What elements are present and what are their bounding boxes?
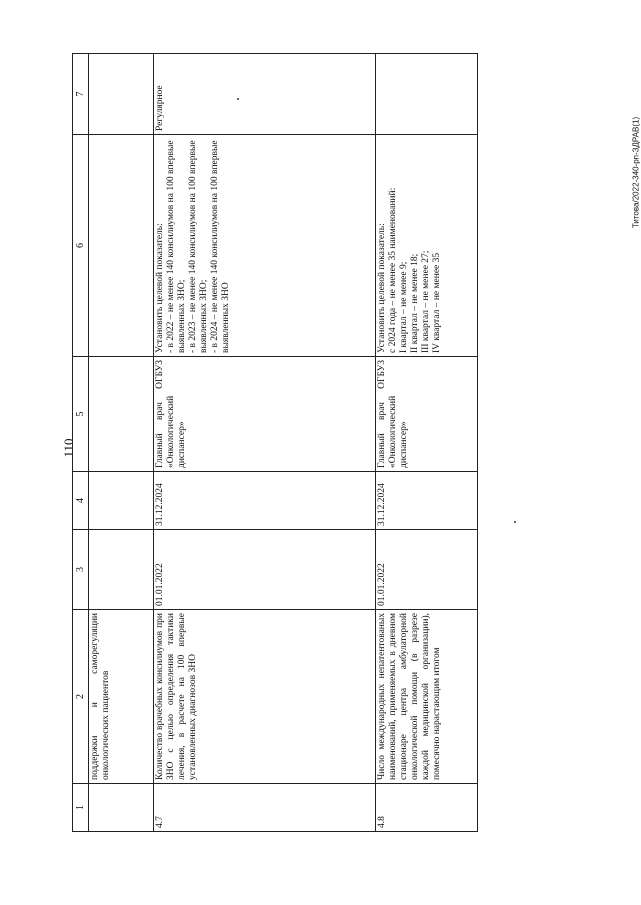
indicator-line: II квартал – не менее 18; — [410, 253, 421, 353]
rotated-table-container — [72, 54, 478, 832]
measure-name: Число международных непатентованых наименований, применяемых в дневном стационаре центра амбулаторной онкологической помощи (в разрезе каждой медицинской организации), помесячно нарастающим итогом — [376, 610, 478, 784]
column-header: 5 — [73, 357, 89, 472]
indicator-line: с 2024 года – не менее 35 наименований: — [388, 187, 399, 353]
start-date — [89, 530, 154, 610]
document-id: Титова/2022-340-рп-ЗДРАВ(1) — [631, 116, 641, 229]
indicator — [376, 135, 478, 357]
indicator-line: IV квартал – не менее 35 — [432, 252, 443, 353]
row-number: 4.8 — [376, 784, 478, 832]
measures-table — [72, 53, 478, 832]
table-row — [376, 54, 478, 832]
responsible — [89, 357, 154, 472]
periodicity: Регулярное — [154, 54, 376, 135]
indicator — [89, 135, 154, 357]
column-header: 4 — [73, 472, 89, 530]
measure-name: Количество врачебных консилиумов при ЗНО с целью определения тактики лечения, в расчете на 100 впервые установленных диагнозов ЗНО — [154, 610, 376, 784]
indicator-line: III квартал – не менее 27; — [421, 250, 432, 353]
indicator-line: - в 2022 – не менее 140 консилиумов на 100 впервые выявленных ЗНО; — [166, 140, 188, 353]
periodicity — [376, 54, 478, 135]
column-header: 2 — [73, 610, 89, 784]
responsible: Главный врач ОГБУЗ «Онкологический диспансер» — [154, 357, 376, 472]
responsible: Главный врач ОГБУЗ «Онкологический диспансер» — [376, 357, 478, 472]
scan-speck — [514, 521, 516, 523]
indicator-line: - в 2024 – не менее 140 консилиумов на 100 впервые выявленных ЗНО — [210, 140, 232, 353]
start-date: 01.01.2022 — [376, 530, 478, 610]
start-date: 01.01.2022 — [154, 530, 376, 610]
indicator-line: Установить целевой показатель: — [155, 223, 166, 353]
header-row — [73, 54, 89, 832]
end-date: 31.12.2024 — [376, 472, 478, 530]
table-row — [154, 54, 376, 832]
column-header: 6 — [73, 135, 89, 357]
end-date: 31.12.2024 — [154, 472, 376, 530]
page-number: 110 — [61, 438, 76, 458]
column-header: 7 — [73, 54, 89, 135]
end-date — [89, 472, 154, 530]
column-header: 1 — [73, 784, 89, 832]
column-header: 3 — [73, 530, 89, 610]
row-number: 4.7 — [154, 784, 376, 832]
row-number — [89, 784, 154, 832]
indicator-line: - в 2023 – не менее 140 консилиумов на 100 впервые выявленных ЗНО; — [188, 140, 210, 353]
indicator-line: I квартал – не менее 9; — [399, 261, 410, 353]
measure-name: поддержки и саморегуляции онкологических пациентов — [89, 610, 154, 784]
indicator-line: Установить целевой показатель: — [377, 223, 388, 353]
indicator — [154, 135, 376, 357]
table-row — [89, 54, 154, 832]
periodicity — [89, 54, 154, 135]
